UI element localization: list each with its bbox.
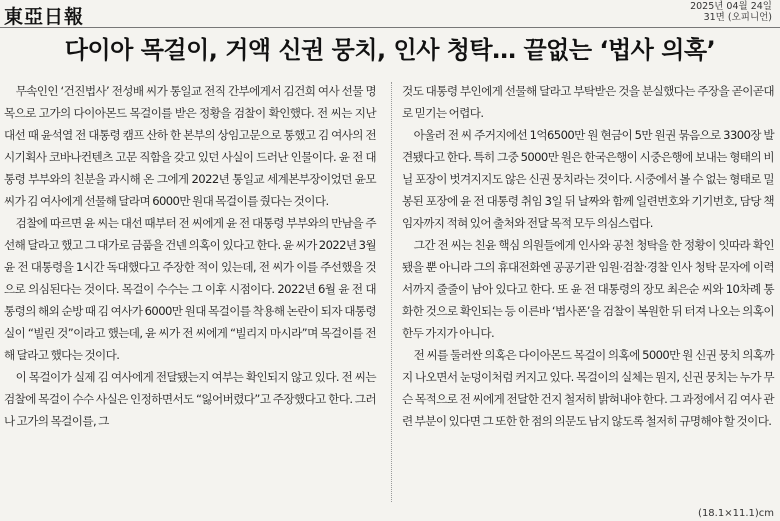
column-divider [391, 82, 392, 502]
header-rule [0, 27, 780, 28]
publication-meta [690, 1, 772, 23]
publication-date: 2025년 04월 24일 [690, 1, 772, 12]
paragraph: 것도 대통령 부인에게 선물해 달라고 부탁받은 것을 분실했다는 주장을 곧이곧대로 믿기는 어렵다. [402, 84, 774, 120]
body-column-left [4, 80, 376, 432]
newspaper-logo: 東亞日報 [4, 6, 85, 28]
paragraph: 아울러 전 씨 주거지에선 1억6500만 원 현금이 5만 원권 묶음으로 3300장 발견됐다고 한다. 특히 그중 5000만 원은 한국은행이 시중은행에 보내는 형태의 비닐 포장이 벗겨지지도 않은 신권 뭉치라는 것이다. 시중에서 볼 수 없는 형태로 밀봉된 포장에 윤 전 대통령 취임 3일 뒤 날짜와 함께 일련번호와 기기번호, 담당 책임자까지 적혀 있어 출처와 전달 목적 모두 의심스럽다. [402, 128, 774, 230]
article-headline: 다이아 목걸이, 거액 신권 뭉치, 인사 청탁… 끝없는 ‘법사 의혹’ [64, 36, 716, 64]
paragraph: 검찰에 따르면 윤 씨는 대선 때부터 전 씨에게 윤 전 대통령 부부와의 만남을 주선해 달라고 했고 그 대가로 금품을 건넨 의혹이 있다고 한다. 윤 씨가 2022년 3월 윤 전 대통령을 1시간 독대했다고 주장한 적이 있는데, 전 씨가 이를 주선했을 것으로 의심된다는 것이다. 목걸이 수수는 그 이후 시점이다. 2022년 6월 윤 전 대통령의 해외 순방 때 김 여사가 6000만 원대 목걸이를 착용해 논란이 되자 대통령실이 “빌린 것”이라고 했는데, 윤 씨가 전 씨에게 “빌리지 마시라”며 목걸이를 전해 달라고 했다는 것이다. [4, 216, 376, 362]
clipping-size-note: (18.1×11.1)cm [698, 508, 774, 519]
masthead [0, 0, 780, 26]
paragraph: 전 씨를 둘러싼 의혹은 다이아몬드 목걸이 의혹에 5000만 원 신권 뭉치 의혹까지 나오면서 눈덩이처럼 커지고 있다. 목걸이의 실체는 뭔지, 신권 뭉치는 누가 무슨 목적으로 전 씨에게 전달한 건지 철저히 밝혀내야 한다. 그 과정에서 김 여사 관련 부분이 있다면 그 또한 한 점의 의문도 남지 않도록 철저히 규명해야 할 것이다. [402, 348, 774, 428]
page-section: 31면 (오피니언) [703, 12, 772, 23]
paragraph: 그간 전 씨는 친윤 핵심 의원들에게 인사와 공천 청탁을 한 정황이 잇따라 확인됐을 뿐 아니라 그의 휴대전화엔 공공기관 임원·검찰·경찰 인사 청탁 문자에 이력서까지 줄줄이 남아 있다고 한다. 또 윤 전 대통령의 장모 최은순 씨와 10차례 통화한 것으로 확인되는 등 이른바 ‘법사폰’을 검찰이 복원한 뒤 터져 나오는 의혹이 한두 가지가 아니다. [402, 238, 774, 340]
paragraph: 이 목걸이가 실제 김 여사에게 전달됐는지 여부는 확인되지 않고 있다. 전 씨는 검찰에 목걸이 수수 사실은 인정하면서도 “잃어버렸다”고 주장했다고 한다. 그러나 고가의 목걸이를, 그 [4, 370, 376, 428]
body-column-right [402, 80, 774, 432]
paragraph: 무속인인 ‘건진법사’ 전성배 씨가 통일교 전직 간부에게서 김건희 여사 선물 명목으로 고가의 다이아몬드 목걸이를 받은 정황을 검찰이 확인했다. 전 씨는 지난 대선 때 윤석열 전 대통령 캠프 산하 한 본부의 상임고문으로 통했고 김 여사의 전시기획사 코바나컨텐츠 고문 직함을 갖고 있던 사실이 드러난 인물이다. 윤 전 대통령 부부와의 친분을 과시해 온 그에게 2022년 통일교 세계본부장이었던 윤모 씨가 김 여사에게 선물해 달라며 6000만 원대 목걸이를 줬다는 것이다. [4, 84, 376, 208]
